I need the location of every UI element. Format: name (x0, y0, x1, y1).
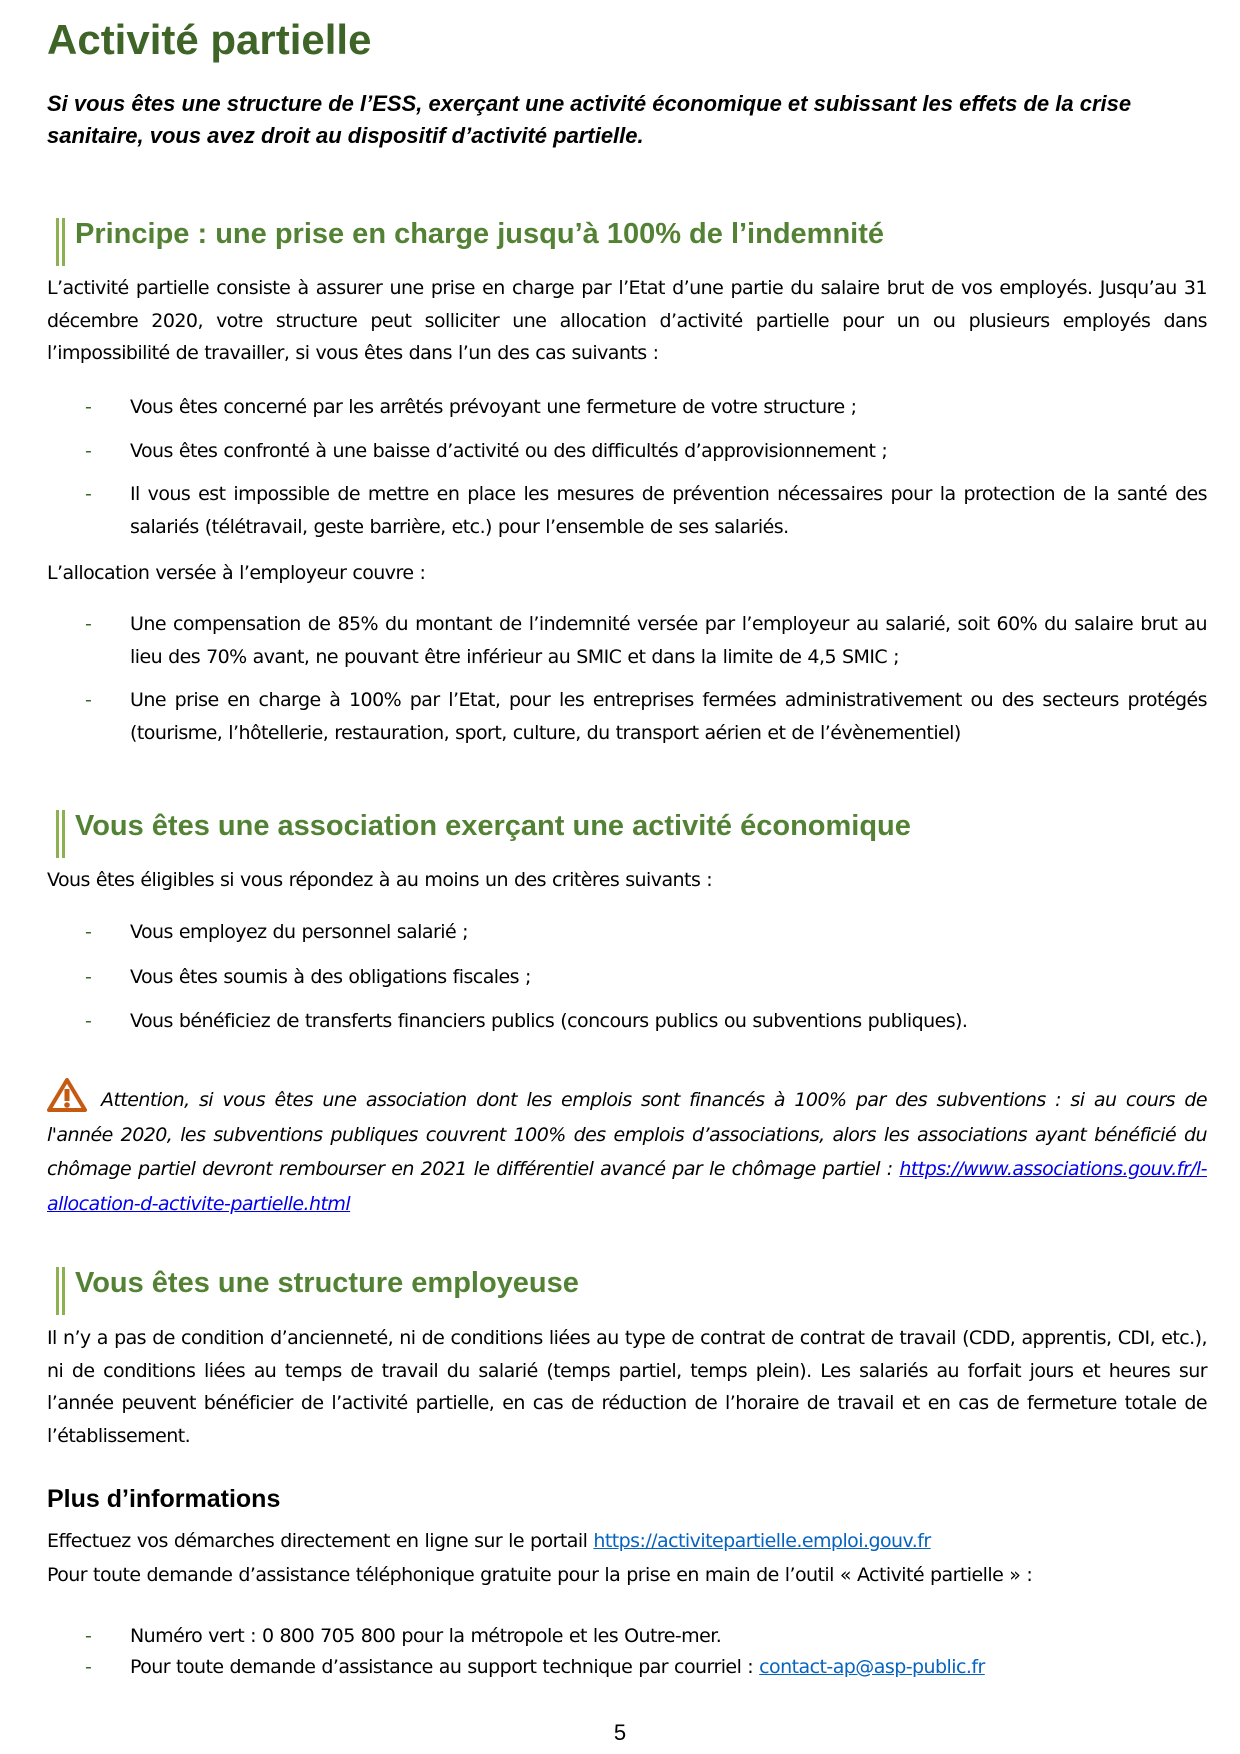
warning-text: Attention, si vous êtes une association dont les emplois sont financés à 100% par des subventions : si au cours de l'année 2020, les subventions publiques couvrent 100% des emplois d’associations, alors les associations ayant bénéficié du chômage partiel devront rembourser en 2021 le différentiel avancé par le chômage partiel : (47, 1089, 1207, 1180)
dash-bullet-icon: - (85, 1010, 92, 1032)
intro-text: Si vous êtes une structure de l’ESS, exerçant une activité économique et subissant les effets de la crise sanitaire, vous avez droit au dispositif d’activité partielle. (47, 91, 1132, 148)
page-number: 5 (613, 1720, 627, 1745)
dash-bullet-icon: - (85, 689, 92, 711)
criteria-list (47, 916, 1207, 1038)
list-item: - Pour toute demande d’assistance au support technique par courriel : contact-ap@asp-public.fr (47, 1652, 1207, 1683)
section-heading-association (56, 808, 911, 858)
list-item: - Il vous est impossible de mettre en place les mesures de prévention nécessaires pour la protection de la santé des salariés (télétravail, geste barrière, etc.) pour l’ensemble de ses salariés. (47, 478, 1207, 543)
dash-bullet-icon: - (85, 965, 92, 988)
dash-bullet-icon: - (85, 1625, 92, 1647)
more-info-heading: Plus d’informations (47, 1485, 281, 1513)
assistance-line: Pour toute demande d’assistance téléphonique gratuite pour la prise en main de l’outil « Activité partielle » : (47, 1564, 1033, 1586)
dash-bullet-icon: - (85, 921, 92, 943)
list-item: - Vous êtes soumis à des obligations fiscales ; (47, 961, 1207, 994)
allocation-intro: L’allocation versée à l’employeur couvre : (47, 562, 426, 584)
dash-bullet-icon: - (85, 613, 92, 635)
dash-bullet-icon: - (85, 396, 92, 418)
portal-link[interactable]: https://activitepartielle.emploi.gouv.fr (593, 1530, 931, 1552)
page-title: Activité partielle (47, 16, 372, 63)
list-item: - Numéro vert : 0 800 705 800 pour la métropole et les Outre-mer. (47, 1621, 1207, 1652)
section-heading-text: Principe : une prise en charge jusqu’à 100% de l’indemnité (75, 218, 885, 250)
allocation-list (47, 608, 1207, 749)
contact-list (47, 1621, 1207, 1683)
list-item: - Vous êtes confronté à une baisse d’activité ou des difficultés d’approvisionnement ; (47, 435, 1207, 468)
warning-triangle-icon (47, 1078, 87, 1112)
portal-line: Effectuez vos démarches directement en ligne sur le portail https://activitepartielle.emploi.gouv.fr (47, 1530, 931, 1552)
heading-bar-decoration (56, 1267, 65, 1315)
list-item: - Vous bénéficiez de transferts financiers publics (concours publics ou subventions publiques). (47, 1005, 1207, 1038)
eligibility-paragraph: Vous êtes éligibles si vous répondez à au moins un des critères suivants : (47, 869, 713, 891)
structure-paragraph: Il n’y a pas de condition d’ancienneté, ni de conditions liées au type de contrat de contrat de travail (CDD, apprentis, CDI, etc.), ni de conditions liées au temps de travail du salarié (temps partiel, temps plein). Les salariés au forfait jours et heures sur l’année peuvent bénéficier de l’activité partielle, en cas de réduction de l’horaire de travail et en cas de fermeture totale de l’établissement. (47, 1327, 1207, 1447)
dash-bullet-icon: - (85, 483, 92, 505)
contact-email-link[interactable]: contact-ap@asp-public.fr (759, 1656, 985, 1678)
cases-list (47, 391, 1207, 543)
section-heading-principe (56, 216, 884, 266)
list-item: - Une prise en charge à 100% par l’Etat, pour les entreprises fermées administrativement ou des secteurs protégés (tourisme, l’hôtellerie, restauration, sport, culture, du transport aérien et de l’évènementiel) (47, 684, 1207, 749)
dash-bullet-icon: - (85, 1656, 92, 1678)
principe-paragraph: L’activité partielle consiste à assurer une prise en charge par l’Etat d’une partie du salaire brut de vos employés. Jusqu’au 31 décembre 2020, votre structure peut solliciter une allocation d’activité partielle pour un ou plusieurs employés dans l’impossibilité de travailler, si vous êtes dans l’un des cas suivants : (47, 277, 1207, 364)
list-item: - Vous êtes concerné par les arrêtés prévoyant une fermeture de votre structure ; (47, 391, 1207, 424)
list-item: - Vous employez du personnel salarié ; (47, 916, 1207, 949)
heading-bar-decoration (56, 810, 65, 858)
dash-bullet-icon: - (85, 439, 92, 462)
warning-note (47, 1078, 1207, 1221)
associations-gouv-link[interactable]: https://www.associations.gouv.fr/l-allocation-d-activite-partielle.html (47, 1158, 1207, 1215)
list-item: - Une compensation de 85% du montant de l’indemnité versée par l’employeur au salarié, soit 60% du salaire brut au lieu des 70% avant, ne pouvant être inférieur au SMIC et dans la limite de 4,5 SMIC ; (47, 608, 1207, 673)
heading-bar-decoration (56, 218, 65, 266)
section-heading-text: Vous êtes une structure employeuse (75, 1267, 579, 1299)
section-heading-structure (56, 1265, 579, 1315)
section-heading-text: Vous êtes une association exerçant une activité économique (75, 810, 911, 842)
